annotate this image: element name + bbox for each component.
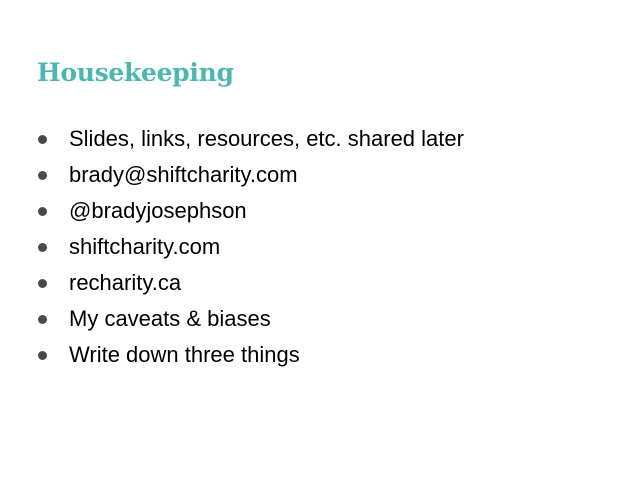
bullet-item <box>37 301 464 337</box>
bullet-list <box>37 121 464 373</box>
bullet-text: Slides, links, resources, etc. shared later <box>69 126 464 151</box>
bullet-item <box>37 229 464 265</box>
bullet-item <box>37 265 464 301</box>
bullet-text: recharity.ca <box>69 270 182 295</box>
bullet-text: @bradyjosephson <box>69 198 247 223</box>
bullet-dot-icon <box>38 135 47 144</box>
bullet-item <box>37 337 464 373</box>
bullet-dot-icon <box>38 279 47 288</box>
slide-title: Housekeeping <box>37 58 234 87</box>
bullet-dot-icon <box>38 207 47 216</box>
bullet-text: Write down three things <box>69 342 300 367</box>
bullet-item <box>37 193 464 229</box>
bullet-item <box>37 121 464 157</box>
bullet-item <box>37 157 464 193</box>
bullet-dot-icon <box>38 243 47 252</box>
bullet-text: shiftcharity.com <box>69 234 221 259</box>
bullet-text: My caveats & biases <box>69 306 271 331</box>
bullet-text: brady@shiftcharity.com <box>69 162 298 187</box>
bullet-dot-icon <box>38 171 47 180</box>
bullet-dot-icon <box>38 351 47 360</box>
bullet-dot-icon <box>38 315 47 324</box>
